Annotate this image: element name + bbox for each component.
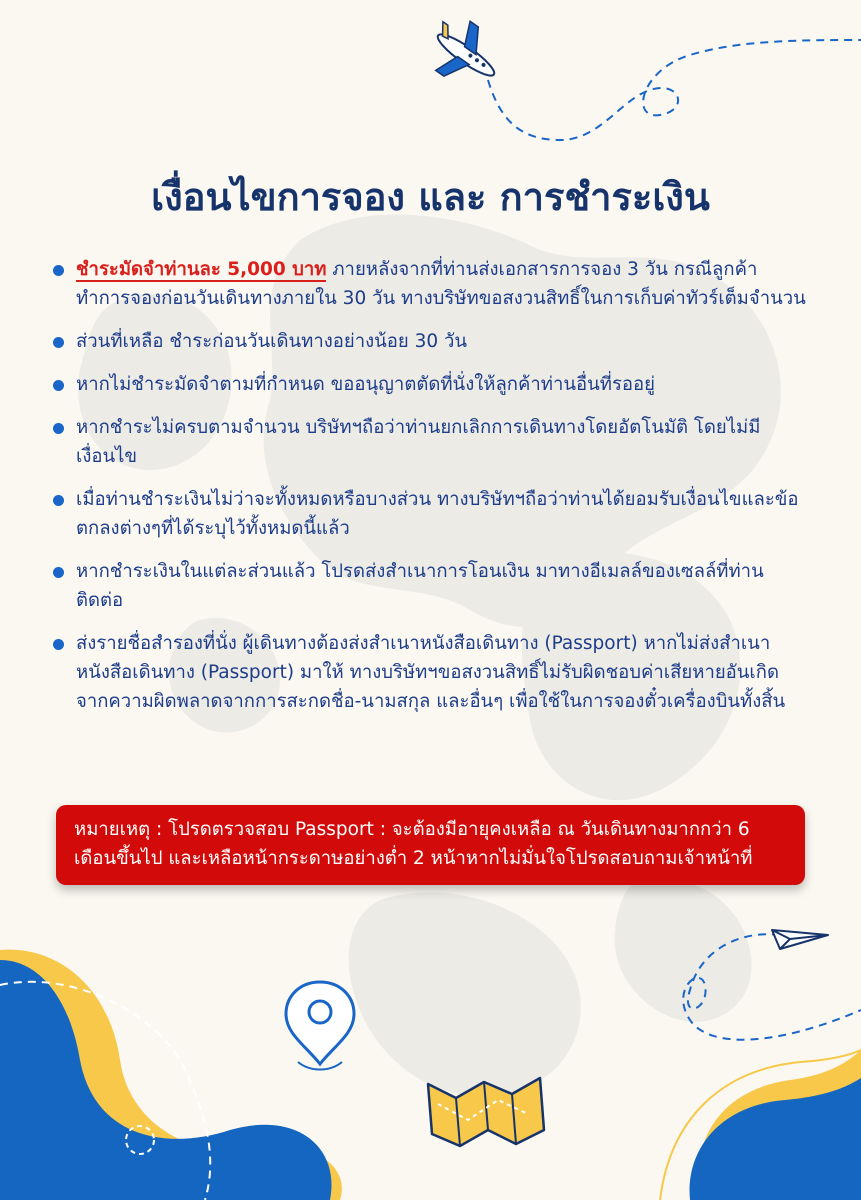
- term-item-3: [50, 370, 810, 399]
- term-item-2: [50, 327, 810, 356]
- term-text: หากชำระเงินในแต่ละส่วนแล้ว โปรดส่งสำเนาการโอนเงิน มาทางอีเมลล์ของเซลล์ที่ท่านติดต่อ: [76, 561, 764, 611]
- term-text: ส่งรายชื่อสำรองที่นั่ง ผู้เดินทางต้องส่งสำเนาหนังสือเดินทาง (Passport) หากไม่ส่งสำเนาหนังสือเดินทาง (Passport) มาให้ ทางบริษัทฯขอสงวนสิทธิ์ไม่รับผิดชอบค่าเสียหายอันเกิดจากความผิดพลาดจากการสะกดชื่อ-นามสกุล และอื่นๆ เพื่อใช้ในการจองตั๋วเครื่องบินทั้งสิ้น: [76, 633, 786, 712]
- deposit-highlight: ชำระมัดจำท่านละ 5,000 บาท: [76, 259, 327, 280]
- term-text: หากไม่ชำระมัดจำตามที่กำหนด ขออนุญาตตัดที่นั่งให้ลูกค้าท่านอื่นที่รออยู่: [76, 374, 655, 395]
- bullet-icon: [53, 380, 64, 391]
- term-item-5: [50, 485, 810, 543]
- term-item-4: [50, 413, 810, 471]
- passport-note-box: หมายเหตุ : โปรดตรวจสอบ Passport : จะต้องมีอายุคงเหลือ ณ วันเดินทางมากกว่า 6 เดือนขึ้นไป และเหลือหน้ากระดาษอย่างต่ำ 2 หน้าหากไม่มั่นใจโปรดสอบถามเจ้าหน้าที่: [56, 805, 805, 885]
- term-text: เมื่อท่านชำระเงินไม่ว่าจะทั้งหมดหรือบางส่วน ทางบริษัทฯถือว่าท่านได้ยอมรับเงื่อนไขและข้อตกลงต่างๆที่ได้ระบุไว้ทั้งหมดนี้แล้ว: [76, 489, 799, 539]
- term-item-7: [50, 629, 810, 716]
- bullet-icon: [53, 423, 64, 434]
- term-text: หากชำระไม่ครบตามจำนวน บริษัทฯถือว่าท่านยกเลิกการเดินทางโดยอัตโนมัติ โดยไม่มีเงื่อนไข: [76, 417, 761, 467]
- bullet-icon: [53, 495, 64, 506]
- bullet-icon: [53, 265, 64, 276]
- term-text: ส่วนที่เหลือ ชำระก่อนวันเดินทางอย่างน้อย 30 วัน: [76, 331, 468, 352]
- bullet-icon: [53, 639, 64, 650]
- term-text: ภายหลังจากที่ท่านส่งเอกสารการจอง 3 วัน กรณีลูกค้าทำการจองก่อนวันเดินทางภายใน 30 วัน ทางบริษัทขอสงวนสิทธิ์ในการเก็บค่าทัวร์เต็มจำนวน: [76, 259, 806, 309]
- bullet-icon: [53, 567, 64, 578]
- term-item-1: [50, 255, 810, 313]
- terms-list: [50, 255, 810, 730]
- term-item-6: [50, 557, 810, 615]
- bullet-icon: [53, 337, 64, 348]
- page-title: เงื่อนไขการจอง และ การชำระเงิน: [151, 175, 710, 219]
